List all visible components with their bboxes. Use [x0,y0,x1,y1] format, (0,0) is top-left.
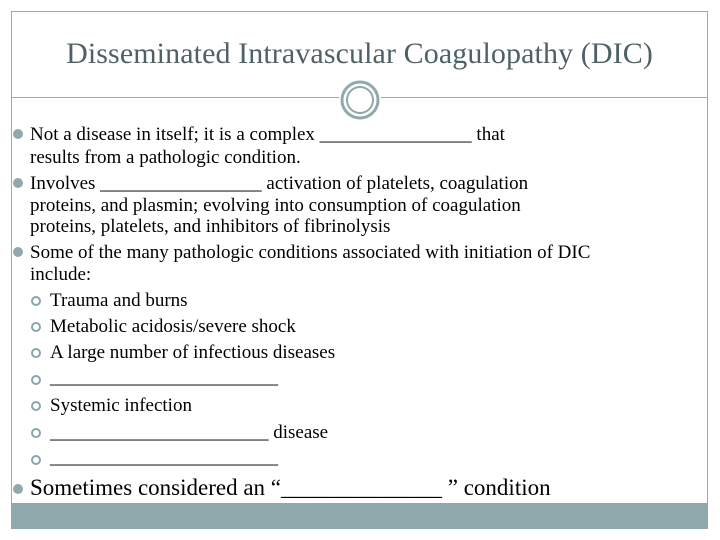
ring-icon [338,78,382,122]
title-divider-right [381,97,708,98]
title-divider-left [11,97,339,98]
bullet-4-line-1: Sometimes considered an “______________ ” condition [30,475,551,500]
bullet-marker [13,247,23,257]
subbullet-marker [31,455,41,465]
slide-title: Disseminated Intravascular Coagulopathy (DIC) [66,37,653,70]
bullet-marker [13,129,23,139]
bullet-1-line-1: Not a disease in itself; it is a complex ________________ that [30,124,505,145]
subitem-blank-2: ________________________ [50,447,278,468]
bullet-3-line-2: include: [30,264,92,285]
footer-bar [11,503,708,529]
bullet-marker [13,484,23,494]
subbullet-marker [31,348,41,358]
subitem-blank-1: ________________________ [50,367,278,388]
bullet-3-line-1: Some of the many pathologic conditions associated with initiation of DIC [30,242,591,263]
bullet-2-line-3: proteins, platelets, and inhibitors of fibrinolysis [30,216,391,237]
subitem-trauma: Trauma and burns [50,290,188,311]
subbullet-marker [31,322,41,332]
bullet-1-line-2: results from a pathologic condition. [30,147,301,168]
subitem-systemic: Systemic infection [50,395,192,416]
subitem-disease: _______________________ disease [50,422,329,443]
subbullet-marker [31,401,41,411]
bullet-2-line-1: Involves _________________ activation of platelets, coagulation [30,173,529,194]
subbullet-marker [31,375,41,385]
bullet-marker [13,178,23,188]
subbullet-marker [31,428,41,438]
bullet-2-line-2: proteins, and plasmin; evolving into consumption of coagulation [30,195,521,216]
subitem-metabolic: Metabolic acidosis/severe shock [50,316,296,337]
subitem-infectious: A large number of infectious diseases [50,342,336,363]
subbullet-marker [31,296,41,306]
